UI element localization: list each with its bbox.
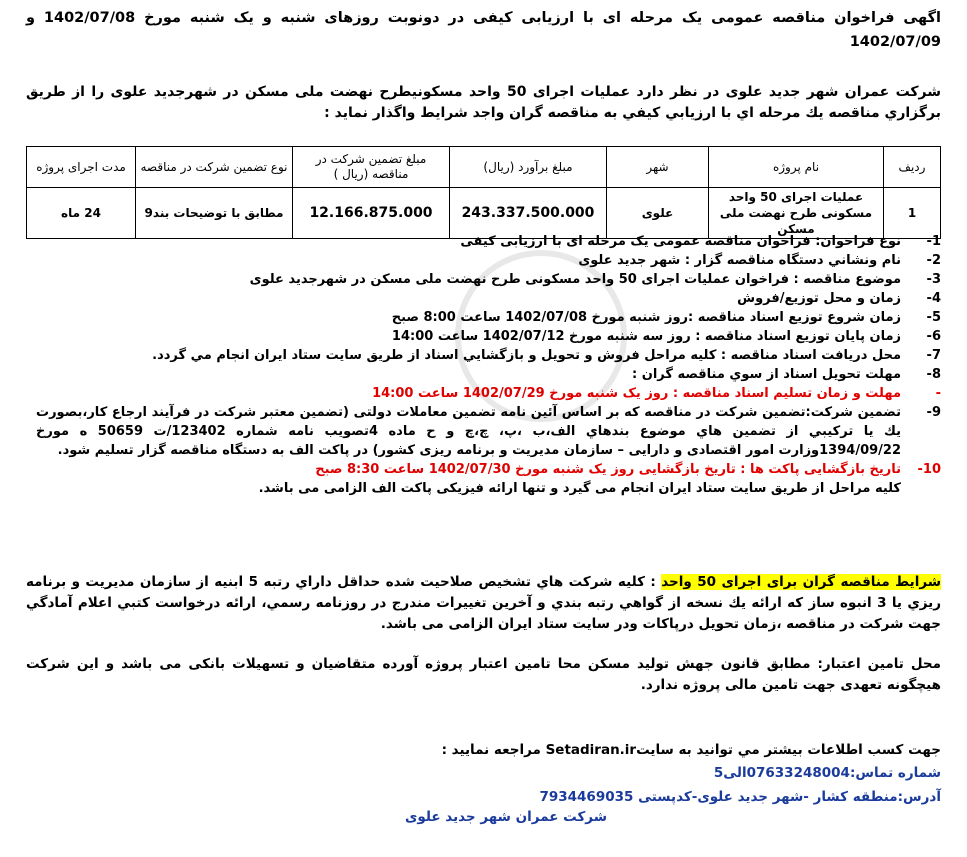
item-number: 8- [926,367,941,382]
item-text: کلیه مراحل از طریق سایت ستاد ایران انجام می گیرد و تنها ارائه فیزیکی پاکت الف الزامی می باشد. [258,481,901,496]
item-number: - [935,386,941,401]
table-header: ردیف [884,147,941,188]
list-item [36,270,941,289]
table-cell: عملیات اجرای 50 واحد مسکونی طرح نهضت ملی مسکن [709,188,884,239]
item-number: 7- [926,348,941,363]
list-item-deadline [36,384,941,403]
item-text: تضمين شركت:تضمین شرکت در مناقصه که بر اساس آئین نامه تضمین معاملات دولتی (تضمين معتبر شركت در فرآيند ارجاع كار،بصورت يك يا تركيبي از تضمين هاي موضوع بندهاي الف،ب ،پ، چ،چ و ح ماده 4تصويب نامه شماره 123402/ت 50659 ه مورخ 1394/09/22وزارت امور اقتصادی و دارایی – سازمان مدیریت و برنامه ریزی کشور) در پاکت الف به دستگاه مناقصه گزار تسلیم شود. [36,405,902,458]
item-number: 10- [917,462,941,477]
company-signature: شرکت عمران شهر جدید علوی [405,809,607,825]
more-info-line: جهت كسب اطلاعات بيشتر مي توانيد به سايتSetadiran.ir مراجعه نمایید : [441,742,941,758]
list-item [36,365,941,384]
item-number: 3- [926,272,941,287]
list-item-opening-date [36,460,941,479]
list-item [36,251,941,270]
list-item [36,232,941,251]
item-number: 9- [926,405,941,420]
item-number: 4- [926,291,941,306]
item-text: موضوع مناقصه : فراخوان عملیات اجرای 50 واحد مسکونی طرح نهضت ملی مسکن در شهرجدید علوی [249,272,901,287]
item-text: زمان و محل توزیع/فروش [737,291,901,306]
table-header: مبلغ تضمین شرکت در مناقصه (ریال ) [293,147,450,188]
notice-items-list [36,232,941,498]
item-text: محل دريافت اسناد مناقصه : كليه مراحل فروش و تحويل و بازگشايي اسناد از طريق سايت ستاد ايران انجام مي گردد. [152,348,901,363]
item-text: مهلت تحويل اسناد از سوي مناقصه گران : [632,367,901,382]
item-number: 5- [926,310,941,325]
table-cell: 12.166.875.000 [293,188,450,239]
funding-source: محل تامین اعتبار: مطابق قانون جهش تولید مسکن محا تامین اعتبار پروژه آورده متقاضیان و تسهیلات بانکی می باشد و این شرکت هیچگونه تعهدی جهت تامین مالی پروژه ندارد. [26,656,941,693]
table-header: نوع تضمین شرکت در مناقصه [136,147,293,188]
table-row [27,188,941,239]
table-cell: مطابق با توضیحات بند9 [136,188,293,239]
table-header: مبلغ برآورد (ریال) [450,147,607,188]
conditions-highlight: شرایط مناقصه گران برای اجرای 50 واحد [661,574,941,590]
table-header: نام پروژه [709,147,884,188]
item-number [901,479,941,498]
item-text: تاریخ بازگشایی پاکت ها : تاریخ بازگشایی روز یک شنبه مورخ 1402/07/30 ساعت 8:30 صبح [315,462,901,477]
table-header: مدت اجرای پروژه [27,147,136,188]
list-item [36,308,941,327]
list-item [36,346,941,365]
item-number: 2- [926,253,941,268]
list-item [36,403,941,460]
list-item [36,327,941,346]
notice-intro: شرکت عمران شهر جدید علوی در نظر دارد عملیات اجرای 50 واحد مسکونیطرح نهضت ملی مسکن در شهرجدید علوی را از طريق برگزاري مناقصه يك مرحله اي با ارزيابي كيفي به مناقصه گران واجد شرايط واگذار نمايد : [26,84,942,121]
item-text: زمان پايان توزيع اسناد مناقصه : روز سه شنبه مورخ 1402/07/12 ساعت 14:00 [391,329,901,344]
list-item [36,289,941,308]
table-cell: 1 [884,188,941,239]
table-cell: 243.337.500.000 [450,188,607,239]
notice-title: اگهی فراخوان مناقصه عمومی یک مرحله ای با ارزیابی کیفی در دونوبت روزهای شنبه و یک شنبه مورخ 1402/07/08 و 1402/07/09 [26,10,941,50]
conditions-text: : كليه شركت هاي تشخيص صلاحيت شده حداقل داراي رتبه 5 ابنیه از سازمان مديريت و برنامه ريزي يا 3 انبوه ساز كه ارائه يك نسخه از گواهي رتبه بندي و آخرين تغييرات مندرج در روزنامه رسمي، ارائه درخواست كتبي اعلام آمادگي جهت شركت در مناقصه ،زمان تحويل درپاكات ودر سايت ستاد ايران الزامی می باشد. [26,574,941,632]
item-text: زمان شروع توزيع اسناد مناقصه :روز شنبه مورخ 1402/07/08 ساعت 8:00 صبح [391,310,901,325]
table-cell: 24 ماه [27,188,136,239]
table-cell: علوی [607,188,709,239]
table-header-row [27,147,941,188]
item-text: نام ونشاني دستگاه مناقصه گزار : شهر جدید علوی [578,253,901,268]
contact-phone: شماره تماس:07633248004الی5 [713,765,941,781]
list-item [36,479,941,498]
item-number: 6- [926,329,941,344]
bidder-conditions [26,572,941,635]
item-number: 1- [926,234,941,249]
item-text: مهلت و زمان تسلیم اسناد مناقصه : روز یک شنبه مورخ 1402/07/29 ساعت 14:00 [372,386,901,401]
project-table [26,146,941,239]
table-header: شهر [607,147,709,188]
item-text: نوع فراخوان: فراخوان مناقصه عمومی یک مرحله ای با ارزیابی کیفی [460,234,901,249]
contact-address: آدرس:منطقه کشار -شهر جدید علوی-کدپستی 7934469035 [539,789,941,805]
